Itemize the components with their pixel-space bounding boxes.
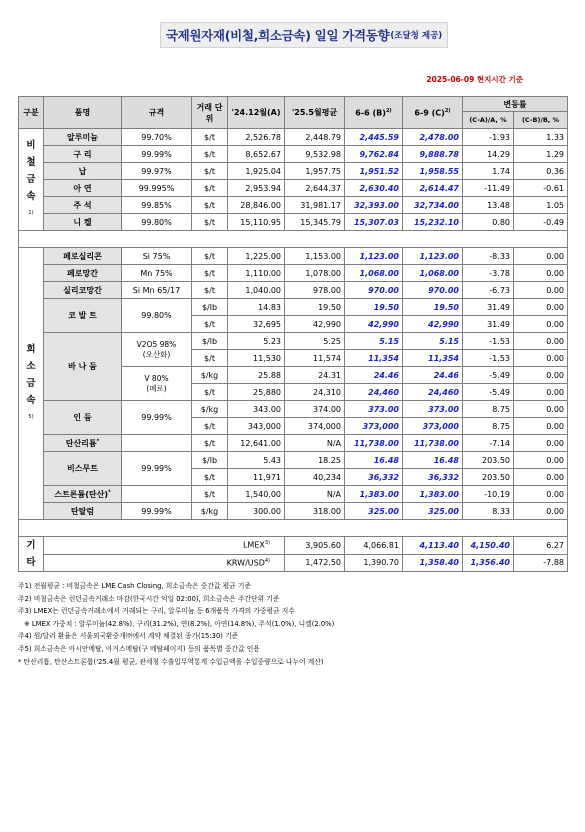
cb-cell: 0.00 [514, 316, 568, 333]
ca-cell: 6.27 [514, 537, 568, 555]
d66-cell: 2,630.40 [345, 180, 403, 197]
ca-cell: 203.50 [463, 452, 514, 469]
cb-cell: 0.00 [514, 452, 568, 469]
note-asterisk: * 탄산리튬, 탄산스트론튬('25.4월 평균, 관세청 수출입무역통계 수입금액을 수입중량으로 나누어 계산) [18, 657, 324, 666]
unit-cell: $/t [192, 418, 228, 435]
item-label: 스트론튬(탄산) [54, 489, 109, 499]
asterisk-mark: * [96, 437, 100, 444]
dec24-cell: 25.88 [228, 367, 285, 384]
unit-cell: $/kg [192, 367, 228, 384]
ca-cell: -11.49 [463, 180, 514, 197]
table-row [19, 333, 568, 350]
d69-cell: 42,990 [403, 316, 463, 333]
may25-cell: N/A [285, 486, 345, 503]
hdr-d66: 6-6 $(B)^{2)}$ [345, 97, 403, 129]
item-name: 니 켈 [44, 214, 122, 231]
category-rare [19, 248, 44, 520]
dec24-cell: 1,925.04 [228, 163, 285, 180]
may25-cell: 19.50 [285, 299, 345, 316]
ca-cell: -1.93 [463, 129, 514, 146]
dec24-cell: 12,641.00 [228, 435, 285, 452]
dec24-cell: 1,472.50 [285, 554, 345, 572]
item-name [44, 486, 122, 503]
category-char: 금 [26, 174, 36, 185]
table-row [19, 214, 568, 231]
d66-cell: 11,738.00 [345, 435, 403, 452]
ca-cell: 8.75 [463, 401, 514, 418]
d66-cell: 11,354 [345, 350, 403, 367]
d69-cell: 373.00 [403, 401, 463, 418]
dec24-cell: 5.23 [228, 333, 285, 350]
hdr-item: 품명 [44, 97, 122, 129]
ca-cell: 14.29 [463, 146, 514, 163]
cb-cell: 1.33 [514, 129, 568, 146]
item-name [44, 554, 285, 572]
cb-cell: -0.49 [514, 214, 568, 231]
category-char: 소 [26, 361, 36, 372]
ca-cell: -3.78 [463, 265, 514, 282]
may25-cell: 318.00 [285, 503, 345, 520]
item-name: 주 석 [44, 197, 122, 214]
ca-cell: -5.49 [463, 384, 514, 401]
date-line: 2025-06-09 현지시간 기준 [426, 75, 523, 84]
item-name: 탄탈럼 [44, 503, 122, 520]
d69-cell: 15,232.10 [403, 214, 463, 231]
note-5: 주5) 희소금속은 아시안메탈, 아거스메탈(구 메탈페이지) 등의 품목별 중간값 인용 [18, 644, 260, 653]
unit-cell: $/t [192, 486, 228, 503]
unit-cell: $/t [192, 282, 228, 299]
ca-cell: 203.50 [463, 469, 514, 486]
hdr-spec: 규격 [122, 97, 192, 129]
spec-cell [122, 367, 192, 401]
spec-cell: 99.97% [122, 163, 192, 180]
category-char: 비 [26, 140, 36, 151]
separator [19, 520, 568, 537]
category-char: 속 [26, 191, 36, 202]
dec24-cell: 1,225.00 [228, 248, 285, 265]
d66-cell: 24,460 [345, 384, 403, 401]
unit-cell: $/t [192, 469, 228, 486]
dec24-cell: 25,880 [228, 384, 285, 401]
footnotes [18, 580, 568, 668]
dec24-cell: 343.00 [228, 401, 285, 418]
d66-cell: 9,762.84 [345, 146, 403, 163]
unit-cell: $/t [192, 384, 228, 401]
hdr-cb: (C-B)/B, % [514, 112, 568, 129]
hdr-ca: (C-A)/A, % [463, 112, 514, 129]
d66-cell: 19.50 [345, 299, 403, 316]
cb-cell: 0.00 [514, 333, 568, 350]
cb-cell: 0.00 [514, 486, 568, 503]
unit-cell: $/t [192, 129, 228, 146]
item-name: 바 나 듐 [44, 333, 122, 401]
hdr-unit: 거래 단위 [192, 97, 228, 129]
may25-cell: 42,990 [285, 316, 345, 333]
dec24-cell: 343,000 [228, 418, 285, 435]
spec-line: V 80% [144, 373, 169, 383]
separator [19, 231, 568, 248]
d69-cell: 1,958.55 [403, 163, 463, 180]
table-row [19, 537, 568, 555]
table-row [19, 554, 568, 572]
cb-cell: 0.00 [514, 469, 568, 486]
may25-cell: 11,574 [285, 350, 345, 367]
may25-cell: 18.25 [285, 452, 345, 469]
spec-cell: 99.85% [122, 197, 192, 214]
spec-cell: 99.80% [122, 214, 192, 231]
d66-cell: 5.15 [345, 333, 403, 350]
category-char: 타 [26, 557, 36, 568]
table-row [19, 299, 568, 316]
d69-cell: 24.46 [403, 367, 463, 384]
d66-cell: 373.00 [345, 401, 403, 418]
unit-cell: $/t [192, 180, 228, 197]
may25-cell: 1,078.00 [285, 265, 345, 282]
may25-cell: 5.25 [285, 333, 345, 350]
may25-cell: 31,981.17 [285, 197, 345, 214]
ca-cell: 13.48 [463, 197, 514, 214]
d69-cell: 4,150.40 [463, 537, 514, 555]
dec24-cell: 2,953.94 [228, 180, 285, 197]
table-row [19, 282, 568, 299]
dec24-cell: 1,110.00 [228, 265, 285, 282]
spec-line: V2O5 98% [136, 339, 177, 349]
spec-cell: Si 75% [122, 248, 192, 265]
dec24-cell: 28,846.00 [228, 197, 285, 214]
table-row [19, 435, 568, 452]
ca-cell: 31.49 [463, 316, 514, 333]
may25-cell: 1,390.70 [345, 554, 403, 572]
unit-cell: $/t [192, 197, 228, 214]
item-name: 실리코망간 [44, 282, 122, 299]
dec24-cell: 300.00 [228, 503, 285, 520]
d69-cell: 9,888.78 [403, 146, 463, 163]
d69-cell: 1,356.40 [463, 554, 514, 572]
may25-cell: 15,345.79 [285, 214, 345, 231]
d66-cell: 24.46 [345, 367, 403, 384]
dec24-cell: 2,526.78 [228, 129, 285, 146]
d66-cell: 1,123.00 [345, 248, 403, 265]
category-note: 1) [28, 210, 34, 216]
ca-cell: 1.74 [463, 163, 514, 180]
unit-cell: $/lb [192, 333, 228, 350]
dec24-cell: 1,040.00 [228, 282, 285, 299]
footnote-mark: 4) [264, 557, 270, 564]
may25-cell: 374,000 [285, 418, 345, 435]
category-char: 속 [26, 395, 36, 406]
d66-cell: 373,000 [345, 418, 403, 435]
cb-cell: 1.29 [514, 146, 568, 163]
d69-cell: 1,068.00 [403, 265, 463, 282]
category-char: 희 [26, 344, 36, 355]
ca-cell: 0.80 [463, 214, 514, 231]
item-name: 페로실리콘 [44, 248, 122, 265]
d66-cell: 970.00 [345, 282, 403, 299]
ca-cell: 8.33 [463, 503, 514, 520]
dec24-cell: 15,110.95 [228, 214, 285, 231]
note-1: 주1) 전월평균 : 비철금속은 LME Cash Closing, 희소금속은 중간값 평균 기준 [18, 582, 252, 590]
hdr-may25: '25.5월평균 [285, 97, 345, 129]
table-row [19, 503, 568, 520]
item-name [44, 537, 285, 555]
spec-cell: 99.995% [122, 180, 192, 197]
hdr-dec24: '24.12월(A) [228, 97, 285, 129]
may25-cell: 2,644.37 [285, 180, 345, 197]
table-row [19, 197, 568, 214]
unit-cell: $/t [192, 435, 228, 452]
category-char: 금 [26, 378, 36, 389]
spec-cell [122, 333, 192, 367]
d66-cell: 16.48 [345, 452, 403, 469]
table-row [19, 265, 568, 282]
may25-cell: 9,532.98 [285, 146, 345, 163]
dec24-cell: 32,695 [228, 316, 285, 333]
ca-cell: 8.75 [463, 418, 514, 435]
price-table [18, 96, 568, 572]
spec-cell: 99.99% [122, 146, 192, 163]
d69-cell: 32,734.00 [403, 197, 463, 214]
table-row [19, 180, 568, 197]
d66-cell: 325.00 [345, 503, 403, 520]
note-lmex-weights: ※ LMEX 가중치 : 알루미늄(42.8%), 구리(31.2%), 연(8.2%), 아연(14.8%), 주석(1.0%), 니켈(2.0%) [24, 619, 335, 628]
unit-cell: $/t [192, 146, 228, 163]
d69-cell: 24,460 [403, 384, 463, 401]
spec-cell: 99.99% [122, 503, 192, 520]
d69-cell: 970.00 [403, 282, 463, 299]
may25-cell: 24,310 [285, 384, 345, 401]
unit-cell: $/lb [192, 452, 228, 469]
cb-cell: 0.00 [514, 282, 568, 299]
spec-cell: Mn 75% [122, 265, 192, 282]
table-row [19, 146, 568, 163]
dec24-cell: 3,905.60 [285, 537, 345, 555]
ca-cell: -8.33 [463, 248, 514, 265]
d66-cell: 1,383.00 [345, 486, 403, 503]
hdr-change: 변동률 [463, 97, 568, 112]
d66-cell: 1,951.52 [345, 163, 403, 180]
table-row [19, 163, 568, 180]
table-row [19, 129, 568, 146]
category-other [19, 537, 44, 572]
item-name: 납 [44, 163, 122, 180]
category-nonferrous [19, 129, 44, 231]
item-name: 구 리 [44, 146, 122, 163]
spec-cell [122, 435, 192, 452]
dec24-cell: 14.83 [228, 299, 285, 316]
may25-cell: 24.31 [285, 367, 345, 384]
unit-cell: $/kg [192, 503, 228, 520]
cb-cell: 0.00 [514, 384, 568, 401]
may25-cell: 374.00 [285, 401, 345, 418]
unit-cell: $/t [192, 163, 228, 180]
item-label: KRW/USD [226, 558, 265, 568]
cb-cell: 0.00 [514, 265, 568, 282]
ca-cell: 31.49 [463, 299, 514, 316]
dec24-cell: 8,652.67 [228, 146, 285, 163]
table-row [19, 452, 568, 469]
ca-cell: -1.53 [463, 333, 514, 350]
dec24-cell: 5.43 [228, 452, 285, 469]
ca-cell: -6.73 [463, 282, 514, 299]
d69-cell: 1,383.00 [403, 486, 463, 503]
spec-cell [122, 486, 192, 503]
d66-cell: 1,358.40 [403, 554, 463, 572]
d69-cell: 11,354 [403, 350, 463, 367]
item-name [44, 435, 122, 452]
cb-cell: 0.00 [514, 367, 568, 384]
table-row [19, 248, 568, 265]
unit-cell: $/lb [192, 299, 228, 316]
hdr-d69: 6-9 $(C)^{2)}$ [403, 97, 463, 129]
note-4: 주4) 원/달러 환율은 서울외국환중개㈜에서 계약 체결된 종가(15:30) 기준 [18, 632, 239, 641]
unit-cell: $/t [192, 265, 228, 282]
unit-cell: $/t [192, 248, 228, 265]
spec-cell: 99.99% [122, 401, 192, 435]
may25-cell: 1,153.00 [285, 248, 345, 265]
hdr-category: 구분 [19, 97, 44, 129]
page-title: 국제원자재(비철,희소금속) 일일 가격동향 [165, 28, 390, 43]
ca-cell: -7.88 [514, 554, 568, 572]
cb-cell: 0.00 [514, 435, 568, 452]
d66-cell: 42,990 [345, 316, 403, 333]
may25-cell: 2,448.79 [285, 129, 345, 146]
dec24-cell: 1,540.00 [228, 486, 285, 503]
title-box [160, 22, 448, 48]
category-char: 기 [26, 540, 36, 551]
may25-cell: 1,957.75 [285, 163, 345, 180]
item-name: 페로망간 [44, 265, 122, 282]
d69-cell: 5.15 [403, 333, 463, 350]
d69-cell: 2,478.00 [403, 129, 463, 146]
table-row [19, 401, 568, 418]
may25-cell: 978.00 [285, 282, 345, 299]
may25-cell: N/A [285, 435, 345, 452]
title-source: (조달청 제공) [390, 31, 443, 41]
item-name: 비스무트 [44, 452, 122, 486]
d69-cell: 11,738.00 [403, 435, 463, 452]
cb-cell: 0.00 [514, 248, 568, 265]
cb-cell: 0.00 [514, 350, 568, 367]
table-row [19, 486, 568, 503]
note-3: 주3) LMEX는 런던금속거래소에서 거래되는 구리, 알루미늄 등 6개품목 가격의 가중평균 지수 [18, 607, 295, 616]
item-label: 탄산리튬 [65, 438, 97, 448]
d69-cell: 2,614.47 [403, 180, 463, 197]
item-name: 인 듐 [44, 401, 122, 435]
cb-cell: 0.00 [514, 299, 568, 316]
spec-cell: 99.80% [122, 299, 192, 333]
ca-cell: -7.14 [463, 435, 514, 452]
ca-cell: -10.19 [463, 486, 514, 503]
spec-cell: 99.99% [122, 452, 192, 486]
d66-cell: 2,445.59 [345, 129, 403, 146]
item-name: 알루미늄 [44, 129, 122, 146]
cb-cell: -0.61 [514, 180, 568, 197]
spec-line: (오산화) [142, 349, 171, 359]
dec24-cell: 11,971 [228, 469, 285, 486]
d69-cell: 16.48 [403, 452, 463, 469]
item-name: 코 발 트 [44, 299, 122, 333]
d66-cell: 15,307.03 [345, 214, 403, 231]
cb-cell: 0.00 [514, 401, 568, 418]
asterisk-mark: * [108, 488, 111, 495]
cb-cell: 0.00 [514, 503, 568, 520]
dec24-cell: 11,530 [228, 350, 285, 367]
cb-cell: 1.05 [514, 197, 568, 214]
unit-cell: $/t [192, 316, 228, 333]
d66-cell: 32,393.00 [345, 197, 403, 214]
unit-cell: $/t [192, 214, 228, 231]
d69-cell: 1,123.00 [403, 248, 463, 265]
spec-cell: 99.70% [122, 129, 192, 146]
d69-cell: 373,000 [403, 418, 463, 435]
cb-cell: 0.00 [514, 418, 568, 435]
unit-cell: $/t [192, 350, 228, 367]
d66-cell: 36,332 [345, 469, 403, 486]
d66-cell: 1,068.00 [345, 265, 403, 282]
footnote-mark: 3) [264, 540, 270, 547]
category-char: 철 [26, 157, 36, 168]
cb-cell: 0.36 [514, 163, 568, 180]
spec-line: (페로) [146, 383, 167, 393]
may25-cell: 40,234 [285, 469, 345, 486]
item-name: 아 연 [44, 180, 122, 197]
item-label: LMEX [242, 541, 265, 551]
spec-cell: Si Mn 65/17 [122, 282, 192, 299]
d66-cell: 4,113.40 [403, 537, 463, 555]
ca-cell: -5.49 [463, 367, 514, 384]
note-2: 주2) 비철금속은 런던금속거래소 마감(한국시간 익일 02:00), 희소금속은 주간단위 기준 [18, 594, 280, 603]
category-note: 5) [28, 414, 34, 420]
d69-cell: 36,332 [403, 469, 463, 486]
ca-cell: -1.53 [463, 350, 514, 367]
d69-cell: 325.00 [403, 503, 463, 520]
unit-cell: $/kg [192, 401, 228, 418]
may25-cell: 4,066.81 [345, 537, 403, 555]
d69-cell: 19.50 [403, 299, 463, 316]
